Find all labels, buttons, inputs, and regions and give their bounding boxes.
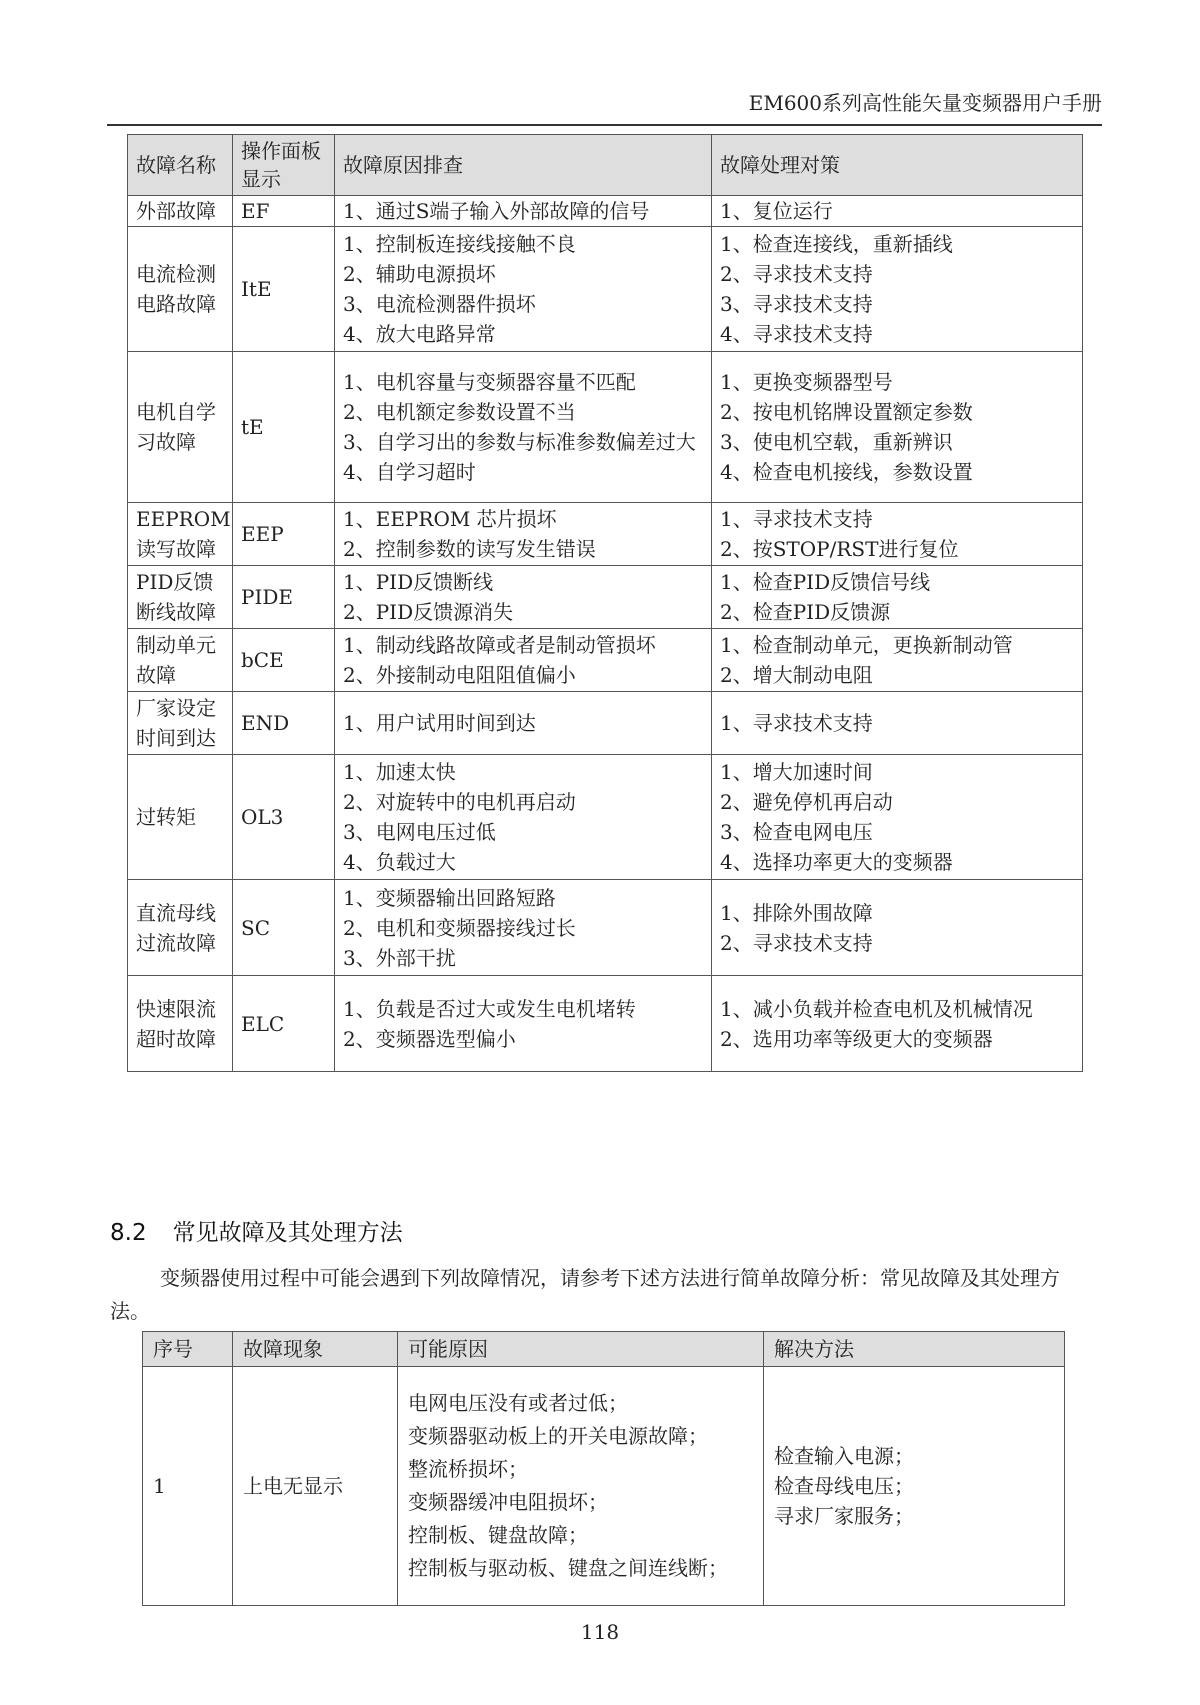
manual-title: EM600系列高性能矢量变频器用户手册 (748, 91, 1102, 115)
common-header-cell: 可能原因 (398, 1332, 764, 1367)
fault-code: ItE (233, 227, 335, 352)
fault-solutions-line: 2、避免停机再启动 (720, 790, 893, 814)
common-causes-line: 控制板、键盘故障； (408, 1523, 588, 1547)
fault-name-line: 故障 (136, 663, 176, 687)
fault-causes (335, 352, 712, 503)
fault-name-line: 电路故障 (136, 292, 216, 316)
fault-causes-line: 1、加速太快 (343, 760, 456, 784)
fault-causes-line: 4、负载过大 (343, 850, 456, 874)
common-header-cell: 序号 (143, 1332, 233, 1367)
fault-solutions-line: 3、使电机空载，重新辨识 (720, 430, 953, 454)
fault-name-line: 超时故障 (136, 1026, 216, 1051)
fault-header-cell: 操作面板显示 (233, 135, 335, 196)
fault-solutions (712, 755, 1083, 880)
fault-solutions (712, 352, 1083, 503)
fault-row (128, 196, 1083, 227)
fault-name (128, 227, 233, 352)
fault-header-cell: 故障原因排查 (335, 135, 712, 196)
fault-row (128, 976, 1083, 1072)
fault-name-line: 电机自学 (136, 400, 216, 424)
section-heading (110, 1214, 403, 1247)
fault-causes-line: 2、电机额定参数设置不当 (343, 400, 576, 424)
fault-solutions-line: 2、寻求技术支持 (720, 262, 873, 286)
common-row (143, 1367, 1065, 1606)
fault-name-line: 电流检测 (136, 262, 216, 286)
fault-code: EEP (233, 503, 335, 566)
fault-code: SC (233, 880, 335, 976)
fault-solutions-line: 2、寻求技术支持 (720, 930, 873, 955)
fault-causes-line: 2、对旋转中的电机再启动 (343, 790, 576, 814)
fault-solutions (712, 880, 1083, 976)
fault-causes-line: 4、放大电路异常 (343, 322, 496, 346)
fault-row (128, 352, 1083, 503)
fault-row (128, 880, 1083, 976)
fault-causes-line: 3、电流检测器件损坏 (343, 292, 536, 316)
fault-causes-line: 1、负载是否过大或发生电机堵转 (343, 996, 636, 1021)
fault-solutions-line: 1、寻求技术支持 (720, 711, 873, 735)
fault-solutions-line: 2、检查PID反馈源 (720, 600, 891, 624)
section-title: 常见故障及其处理方法 (172, 1220, 403, 1246)
fault-causes-line: 1、通过S端子输入外部故障的信号 (343, 199, 650, 223)
fault-causes (335, 227, 712, 352)
fault-name-line: 断线故障 (136, 600, 216, 624)
fault-solutions-line: 1、减小负载并检查电机及机械情况 (720, 996, 1033, 1021)
fault-row (128, 566, 1083, 629)
common-fault-table (142, 1331, 1065, 1606)
fault-solutions-line: 2、增大制动电阻 (720, 663, 873, 687)
fault-causes-line: 2、外接制动电阻阻值偏小 (343, 663, 576, 687)
fault-table (127, 134, 1083, 1072)
fault-solutions (712, 566, 1083, 629)
fault-solutions (712, 503, 1083, 566)
fault-name-line: 制动单元 (136, 633, 216, 657)
fault-name-line: PID反馈 (136, 570, 214, 594)
fault-causes-line: 1、控制板连接线接触不良 (343, 232, 576, 256)
fault-solutions-line: 3、寻求技术支持 (720, 292, 873, 316)
fault-table-header (128, 135, 1083, 196)
fault-name (128, 503, 233, 566)
fault-causes (335, 196, 712, 227)
fault-name (128, 976, 233, 1072)
fault-causes-line: 3、自学习出的参数与标准参数偏差过大 (343, 430, 696, 454)
fault-causes (335, 692, 712, 755)
fault-name (128, 755, 233, 880)
fault-name (128, 196, 233, 227)
fault-row (128, 692, 1083, 755)
fault-header-cell: 故障名称 (128, 135, 233, 196)
fault-solutions (712, 196, 1083, 227)
fault-solutions-line: 3、检查电网电压 (720, 820, 873, 844)
common-causes-line: 控制板与驱动板、键盘之间连线断； (408, 1556, 728, 1580)
fault-row (128, 227, 1083, 352)
fault-causes (335, 503, 712, 566)
fault-code: EF (233, 196, 335, 227)
common-table-header (143, 1332, 1065, 1367)
fault-name-line: 外部故障 (136, 199, 216, 223)
common-solutions-line: 检查输入电源； (774, 1444, 914, 1468)
fault-code: OL3 (233, 755, 335, 880)
fault-causes-line: 2、电机和变频器接线过长 (343, 915, 576, 940)
fault-causes (335, 629, 712, 692)
fault-solutions (712, 629, 1083, 692)
fault-code: tE (233, 352, 335, 503)
fault-name-line: EEPROM (136, 507, 231, 531)
common-header-cell: 解决方法 (764, 1332, 1065, 1367)
fault-causes-line: 2、辅助电源损坏 (343, 262, 496, 286)
fault-row (128, 503, 1083, 566)
fault-solutions-line: 2、按电机铭牌设置额定参数 (720, 400, 973, 424)
fault-solutions-line: 2、选用功率等级更大的变频器 (720, 1026, 993, 1051)
fault-name-line: 读写故障 (136, 537, 216, 561)
fault-causes-line: 1、变频器输出回路短路 (343, 885, 556, 910)
fault-name-line: 过转矩 (136, 805, 196, 829)
common-index: 1 (143, 1367, 233, 1606)
page-header (107, 88, 1102, 126)
fault-name-line: 直流母线 (136, 900, 216, 925)
common-phenomenon: 上电无显示 (233, 1367, 398, 1606)
fault-name-line: 快速限流 (136, 996, 216, 1021)
fault-causes-line: 1、EEPROM 芯片损坏 (343, 507, 557, 531)
fault-name-line: 厂家设定 (136, 696, 216, 720)
fault-name (128, 352, 233, 503)
fault-name-line: 时间到达 (136, 726, 216, 750)
fault-causes-line: 3、电网电压过低 (343, 820, 496, 844)
common-solutions-line: 寻求厂家服务； (774, 1504, 914, 1528)
common-header-cell: 故障现象 (233, 1332, 398, 1367)
fault-causes-line: 1、电机容量与变频器容量不匹配 (343, 370, 636, 394)
fault-causes (335, 755, 712, 880)
fault-causes (335, 976, 712, 1072)
fault-solutions-line: 4、选择功率更大的变频器 (720, 850, 953, 874)
fault-causes-line: 2、PID反馈源消失 (343, 600, 514, 624)
section-number: 8.2 (110, 1220, 147, 1246)
fault-solutions-line: 1、检查连接线，重新插线 (720, 232, 953, 256)
fault-row (128, 629, 1083, 692)
fault-causes-line: 1、PID反馈断线 (343, 570, 494, 594)
fault-causes-line: 3、外部干扰 (343, 945, 456, 970)
fault-solutions-line: 1、更换变频器型号 (720, 370, 893, 394)
fault-solutions-line: 1、复位运行 (720, 199, 833, 223)
common-causes-line: 变频器驱动板上的开关电源故障； (408, 1424, 708, 1448)
fault-solutions-line: 1、寻求技术支持 (720, 507, 873, 531)
common-causes-line: 电网电压没有或者过低； (408, 1391, 628, 1415)
fault-causes (335, 566, 712, 629)
fault-solutions-line: 1、排除外围故障 (720, 900, 873, 925)
fault-name-line: 过流故障 (136, 930, 216, 955)
fault-solutions (712, 976, 1083, 1072)
fault-solutions-line: 4、寻求技术支持 (720, 322, 873, 346)
fault-code: END (233, 692, 335, 755)
fault-name (128, 692, 233, 755)
fault-name-line: 习故障 (136, 430, 196, 454)
fault-name (128, 566, 233, 629)
fault-causes-line: 2、控制参数的读写发生错误 (343, 537, 596, 561)
fault-name (128, 629, 233, 692)
fault-solutions (712, 227, 1083, 352)
common-causes-line: 整流桥损坏； (408, 1457, 528, 1481)
section-intro: 变频器使用过程中可能会遇到下列故障情况，请参考下述方法进行简单故障分析：常见故障及其处理方法。 (110, 1266, 1060, 1323)
fault-solutions-line: 1、增大加速时间 (720, 760, 873, 784)
common-causes-line: 变频器缓冲电阻损坏； (408, 1490, 608, 1514)
fault-causes-line: 4、自学习超时 (343, 460, 476, 484)
fault-solutions-line: 4、检查电机接线，参数设置 (720, 460, 973, 484)
fault-row (128, 755, 1083, 880)
common-solutions-line: 检查母线电压； (774, 1474, 914, 1498)
fault-solutions-line: 2、按STOP/RST进行复位 (720, 537, 959, 561)
fault-causes-line: 1、用户试用时间到达 (343, 711, 536, 735)
page-number: 118 (580, 1620, 620, 1644)
fault-code: ELC (233, 976, 335, 1072)
fault-causes-line: 1、制动线路故障或者是制动管损坏 (343, 633, 656, 657)
fault-solutions-line: 1、检查制动单元，更换新制动管 (720, 633, 1013, 657)
fault-code: PIDE (233, 566, 335, 629)
fault-code: bCE (233, 629, 335, 692)
fault-header-cell: 故障处理对策 (712, 135, 1083, 196)
common-solutions (764, 1367, 1065, 1606)
fault-causes (335, 880, 712, 976)
fault-solutions-line: 1、检查PID反馈信号线 (720, 570, 931, 594)
common-causes (398, 1367, 764, 1606)
fault-solutions (712, 692, 1083, 755)
fault-name (128, 880, 233, 976)
fault-causes-line: 2、变频器选型偏小 (343, 1026, 516, 1051)
